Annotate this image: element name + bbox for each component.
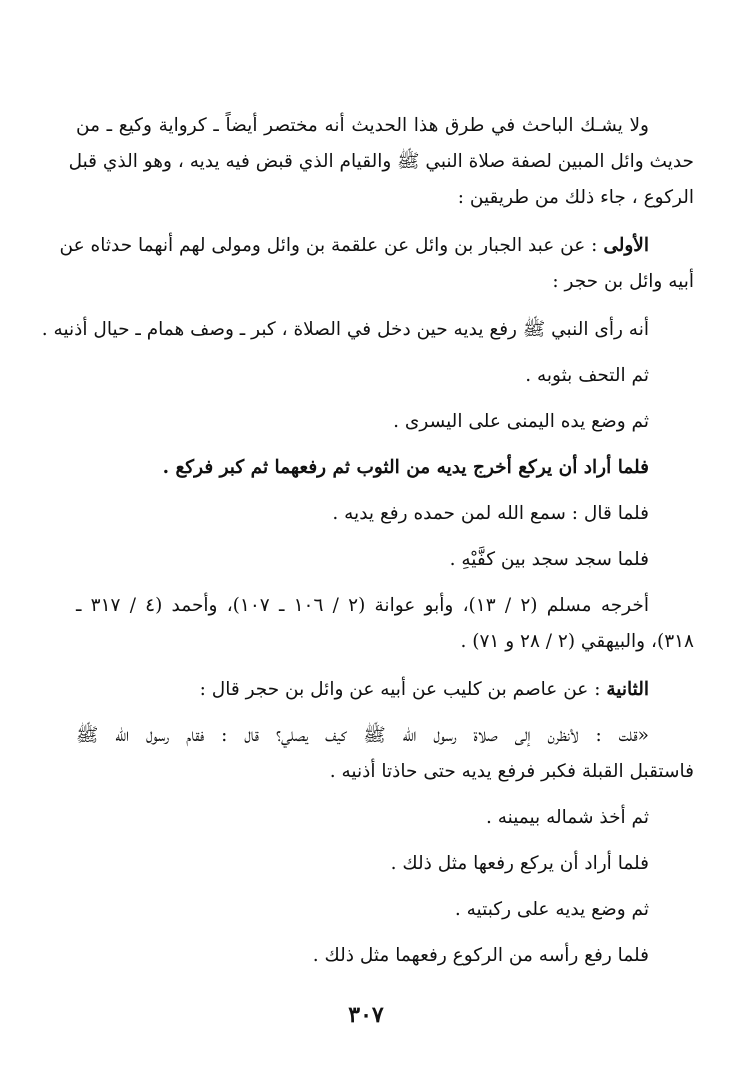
second-item-1: ثم أخذ شماله بيمينه . — [485, 807, 649, 828]
first-item-1: أنه رأى النبي ﷺ رفع يديه حين دخل في الصلاة ، كبر ـ وصف همام ـ حيال أذنيه . — [41, 319, 649, 340]
first-item-5: فلما قال : سمع الله لمن حمده رفع يديه . — [332, 503, 649, 524]
second-path-section — [76, 672, 694, 974]
first-item-4: فلما أراد أن يركع أخرج يديه من الثوب ثم رفعهما ثم كبر فركع . — [162, 457, 649, 478]
intro-line-3: الركوع ، جاء ذلك من طريقين : — [457, 187, 694, 208]
first-item-6: فلما سجد سجد بين كفَّيْهِ . — [449, 549, 649, 570]
second-path-label: الثانية — [606, 679, 649, 700]
second-path-heading-line — [76, 672, 694, 708]
takhrij-line-1: أخرجه مسلم (٢ / ١٣)، وأبو عوانة (٢ / ١٠٦ ـ ١٠٧)، وأحمد (٤ / ٣١٧ ـ — [76, 595, 649, 616]
second-quote-line-2: فاستقبل القبلة فكبر فرفع يديه حتى حاذتا أذنيه . — [329, 761, 694, 782]
first-path-section — [41, 228, 694, 660]
page-body — [41, 108, 694, 974]
second-item-4: فلما رفع رأسه من الركوع رفعهما مثل ذلك . — [312, 945, 649, 966]
intro-line-1: ولا يشـك الباحث في طرق هذا الحديث أنه مختصر أيضاً ـ كرواية وكيع ـ من — [76, 115, 649, 136]
first-path-line-2: أبيه وائل بن حجر : — [552, 271, 694, 292]
first-item-2: ثم التحف بثوبه . — [525, 365, 649, 386]
second-item-2: فلما أراد أن يركع رفعها مثل ذلك . — [390, 853, 649, 874]
first-item-3: ثم وضع يده اليمنى على اليسرى . — [393, 411, 649, 432]
intro-paragraph — [68, 108, 694, 216]
first-path-heading-rest: : عن عبد الجبار بن وائل عن علقمة بن وائل ومولى لهم أنهما حدثاه عن — [59, 235, 598, 256]
takhrij-line-2: ٣١٨)، والبيهقي (٢ / ٢٨ و ٧١) . — [460, 631, 694, 652]
second-item-3: ثم وضع يديه على ركبتيه . — [454, 899, 649, 920]
intro-line-2: حديث وائل المبين لصفة صلاة النبي ﷺ والقيام الذي قبض فيه يديه ، وهو الذي قبل — [68, 151, 694, 172]
second-quote-line-1: «قلت : لأنظرن إلى صلاة رسول الله ﷺ كيف يصلي؟ قال : فقام رسول الله ﷺ — [76, 725, 649, 746]
first-path-label: الأولى — [603, 235, 649, 256]
second-path-heading-rest: : عن عاصم بن كليب عن أبيه عن وائل بن حجر قال : — [199, 679, 601, 700]
page-number: ٣٠٧ — [348, 1002, 384, 1028]
first-path-heading-line — [59, 228, 694, 264]
